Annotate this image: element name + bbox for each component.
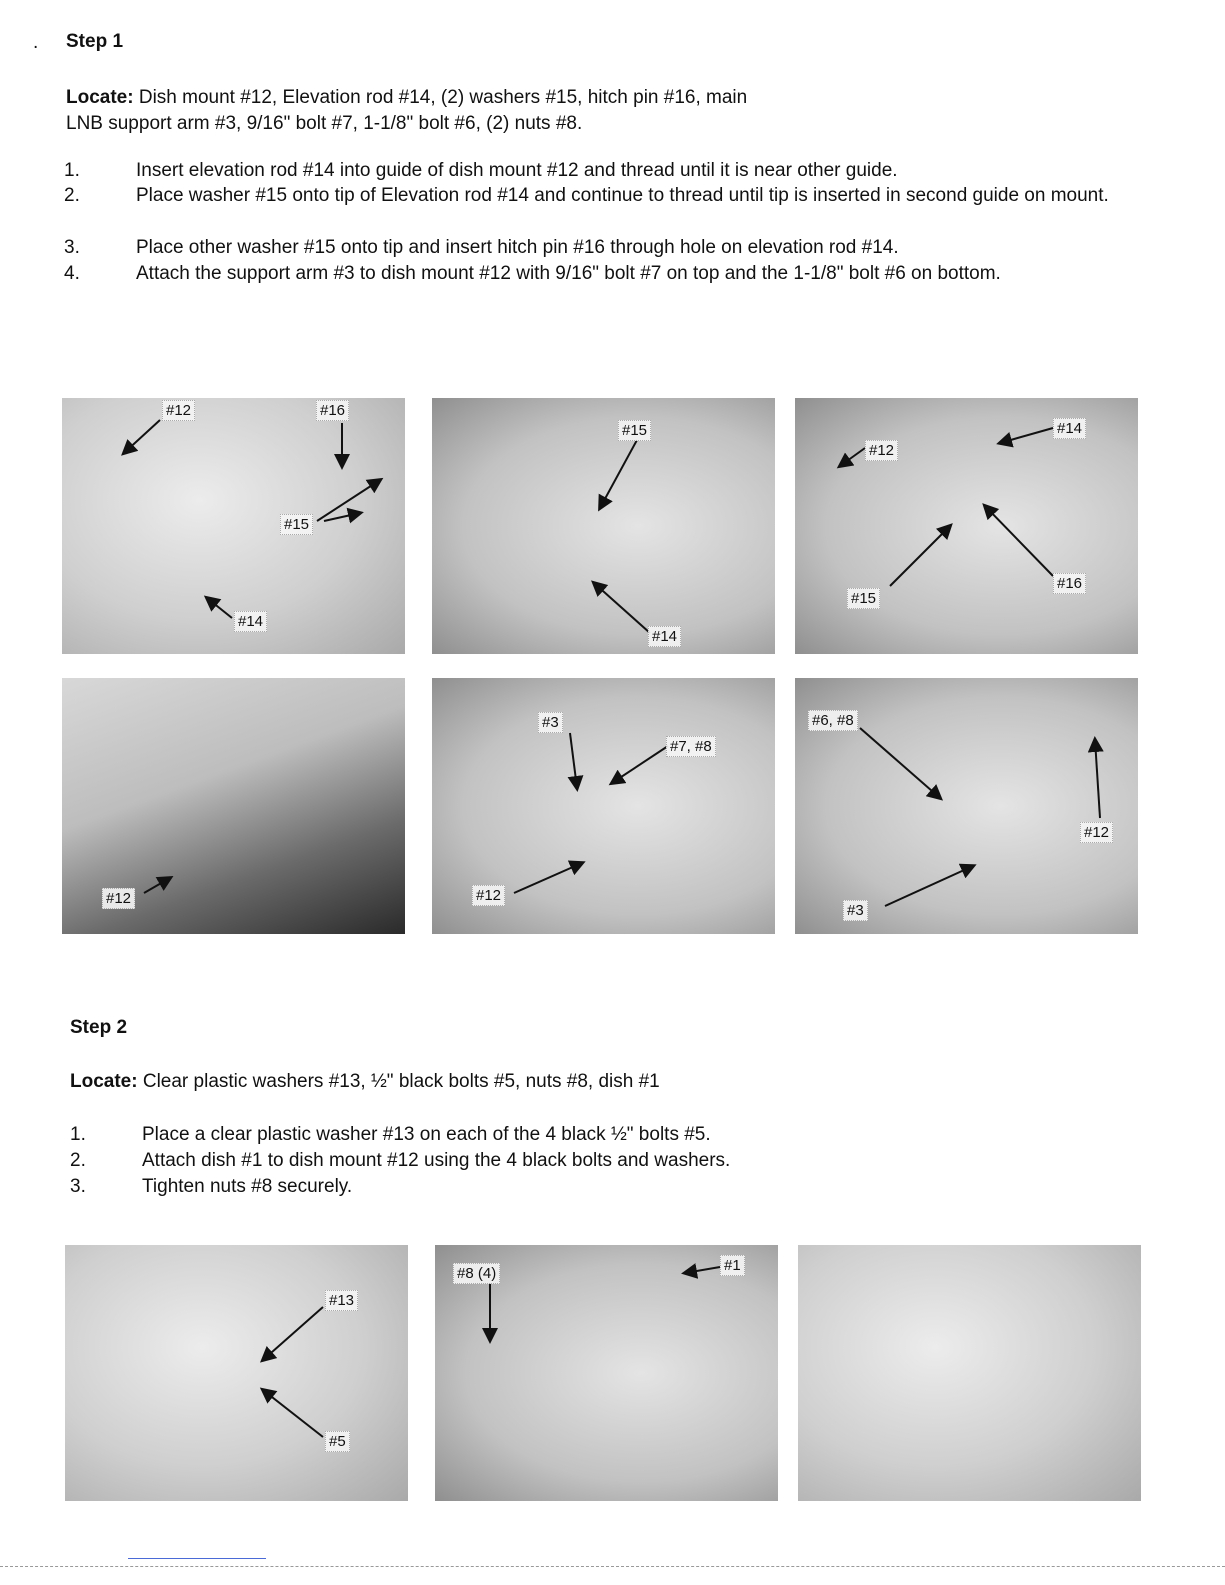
bullet-mark: .	[33, 32, 39, 53]
item-number: 2.	[64, 185, 80, 206]
part-label: #3	[538, 712, 563, 733]
part-label: #16	[316, 400, 349, 421]
step2-locate	[70, 1069, 660, 1095]
part-label: #6, #8	[808, 710, 858, 731]
arrows	[432, 398, 775, 654]
part-label: #12	[865, 440, 898, 461]
part-label: #8 (4)	[453, 1263, 500, 1284]
part-label: #12	[102, 888, 135, 909]
part-label: #14	[1053, 418, 1086, 439]
part-label: #12	[472, 885, 505, 906]
part-label: #15	[618, 420, 651, 441]
part-label: #16	[1053, 573, 1086, 594]
step2-title: Step 2	[70, 1017, 128, 1038]
item-text: Attach the support arm #3 to dish mount #12 with 9/16" bolt #7 on top and the 1-1/8" bolt #6 on bottom.	[136, 263, 1001, 284]
part-label: #12	[1080, 822, 1113, 843]
photo-washer-placement	[432, 398, 775, 654]
step1-locate	[66, 85, 747, 137]
photo-parts-layout	[62, 398, 405, 654]
part-label: #13	[325, 1290, 358, 1311]
locate-text: Dish mount #12, Elevation rod #14, (2) washers #15, hitch pin #16, main	[133, 87, 748, 108]
part-label: #15	[280, 514, 313, 535]
item-text: Place a clear plastic washer #13 on each of the 4 black ½" bolts #5.	[142, 1124, 711, 1145]
arrows	[65, 1245, 408, 1501]
photo-hitch-pin	[795, 398, 1138, 654]
part-label: #7, #8	[666, 736, 716, 757]
item-number: 1.	[70, 1124, 86, 1145]
footer-underline	[128, 1558, 266, 1559]
part-label: #15	[847, 588, 880, 609]
item-number: 4.	[64, 263, 80, 284]
page-divider	[0, 1566, 1225, 1567]
photo-dish-back	[798, 1245, 1141, 1501]
photo-dish-attach	[435, 1245, 778, 1501]
item-text: Attach dish #1 to dish mount #12 using the 4 black bolts and washers.	[142, 1150, 731, 1171]
part-label: #12	[162, 400, 195, 421]
item-number: 1.	[64, 160, 80, 181]
photo-dish-mount	[62, 678, 405, 934]
locate-label: Locate:	[66, 87, 134, 108]
item-number: 2.	[70, 1150, 86, 1171]
locate-label: Locate:	[70, 1071, 138, 1092]
part-label: #14	[234, 611, 267, 632]
part-label: #1	[720, 1255, 745, 1276]
item-number: 3.	[70, 1176, 86, 1197]
arrows	[795, 398, 1138, 654]
locate-text: Clear plastic washers #13, ½" black bolts #5, nuts #8, dish #1	[137, 1071, 660, 1092]
part-label: #3	[843, 900, 868, 921]
photo-support-arm-bottom	[795, 678, 1138, 934]
photo-support-arm-top	[432, 678, 775, 934]
item-text: Place other washer #15 onto tip and insert hitch pin #16 through hole on elevation rod #14.	[136, 237, 899, 258]
part-label: #14	[648, 626, 681, 647]
item-number: 3.	[64, 237, 80, 258]
locate-text-2: LNB support arm #3, 9/16" bolt #7, 1-1/8" bolt #6, (2) nuts #8.	[66, 113, 583, 134]
item-text: Place washer #15 onto tip of Elevation rod #14 and continue to thread until tip is inserted in second guide on mount.	[136, 185, 1109, 206]
item-text: Tighten nuts #8 securely.	[142, 1176, 353, 1197]
part-label: #5	[325, 1431, 350, 1452]
item-text: Insert elevation rod #14 into guide of dish mount #12 and thread until it is near other guide.	[136, 160, 898, 181]
step1-title: Step 1	[66, 31, 124, 52]
photo-washer-bolt	[65, 1245, 408, 1501]
